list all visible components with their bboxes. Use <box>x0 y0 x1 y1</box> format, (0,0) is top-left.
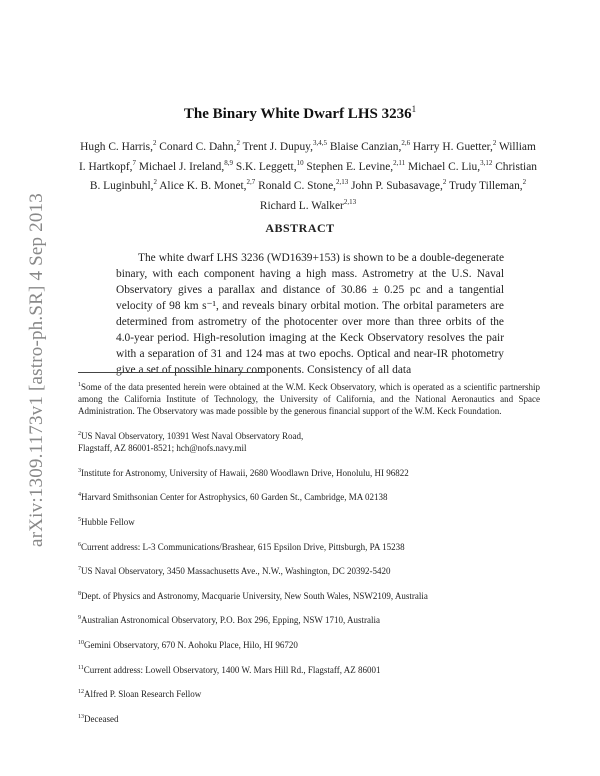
author-affiliation-mark: 2,6 <box>401 139 411 147</box>
author-name: Hugh C. Harris, <box>80 140 153 153</box>
author-affiliation-mark: 2,7 <box>246 178 256 187</box>
author-name: John P. Subasavage, <box>348 179 443 192</box>
footnote-text: Deceased <box>84 713 119 724</box>
footnote <box>78 612 540 626</box>
footnote-number: 13 <box>78 713 84 720</box>
footnote-number: 10 <box>78 639 84 646</box>
author-name: Harry H. Guetter, <box>410 140 493 153</box>
author-affiliation-mark: 2 <box>522 178 527 187</box>
author-name: Trent J. Dupuy, <box>239 140 313 153</box>
footnote-number: 4 <box>78 492 81 499</box>
author-affiliation-mark: 2 <box>152 139 157 147</box>
author-name: Alice K. B. Monet, <box>156 179 247 192</box>
title-footnote-mark: 1 <box>411 104 417 114</box>
arxiv-identifier-text: arXiv:1309.1173v1 [astro-ph.SR] 4 Sep 2013 <box>26 193 47 547</box>
author-name: S.K. Leggett, <box>232 160 297 173</box>
footnote-text: Current address: L-3 Communications/Brashear, 615 Epsilon Drive, Pittsburgh, PA 15238 <box>81 541 405 552</box>
footnote-number: 9 <box>78 615 81 622</box>
author-name: Michael J. Ireland, <box>135 160 225 173</box>
abstract-body: The white dwarf LHS 3236 (WD1639+153) is shown to be a double-degenerate binary, with each component having a high mass. Astrometry at the U.S. Naval Observatory gives a parallax and distance of 30.86 ± 0.25 pc and a tangential velocity of 98 km s⁻¹, and reveals binary orbital motion. The orbital parameters are determined from astrometry of the photocenter over more than three orbits of the 4.0-year period. High-resolution imaging at the Keck Observatory resolves the pair with a separation of 31 and 124 mas at two epochs. Optical and near-IR photometry give a set of possible binary components. Consistency of all data <box>116 252 504 376</box>
author-list <box>78 136 538 214</box>
author-name: Christian B. Luginbuhl, <box>89 160 537 192</box>
footnote <box>78 563 540 577</box>
author-affiliation-mark: 10 <box>296 158 304 167</box>
footnote-list <box>78 379 540 735</box>
author-name: Michael C. Liu, <box>405 160 481 173</box>
footnote-number: 7 <box>78 566 81 573</box>
footnote <box>78 379 540 418</box>
footnote-number: 6 <box>78 541 81 548</box>
abstract-heading: ABSTRACT <box>265 221 335 235</box>
author-name: William I. Hartkopf, <box>79 140 536 173</box>
footnote-text: Hubble Fellow <box>81 516 135 527</box>
footnote-number: 3 <box>78 467 81 474</box>
author-name: Conard C. Dahn, <box>156 140 237 153</box>
footnote-divider <box>78 372 264 373</box>
footnote-text: Alfred P. Sloan Research Fellow <box>84 689 202 700</box>
footnote <box>78 465 540 479</box>
footnote <box>78 588 540 602</box>
footnote-text: Australian Astronomical Observatory, P.O. Box 296, Epping, NSW 1710, Australia <box>81 615 380 626</box>
footnote-number: 2 <box>78 431 81 437</box>
author-affiliation-mark: 2 <box>442 178 447 187</box>
footnote-number: 1 <box>78 382 81 388</box>
author-affiliation-mark: 2,13 <box>335 178 349 187</box>
author-name: Richard L. Walker <box>259 199 344 212</box>
footnote-number: 11 <box>78 664 84 671</box>
footnote-text: Gemini Observatory, 670 N. Aohoku Place, Hilo, HI 96720 <box>84 639 298 650</box>
footnote-text: Institute for Astronomy, University of Hawaii, 2680 Woodlawn Drive, Honolulu, HI 96822 <box>81 467 409 478</box>
author-name: Stephen E. Levine, <box>303 160 394 173</box>
footnote-text: Current address: Lowell Observatory, 1400 W. Mars Hill Rd., Flagstaff, AZ 86001 <box>83 664 381 675</box>
footnote-text: US Naval Observatory, 10391 West Naval Observatory Road, <box>81 431 304 441</box>
footnote-text: US Naval Observatory, 3450 Massachusetts Ave., N.W., Washington, DC 20392-5420 <box>81 566 391 577</box>
author-affiliation-mark: 2 <box>236 139 240 147</box>
footnote-text: Dept. of Physics and Astronomy, Macquarie University, New South Wales, NSW2109, Australia <box>81 590 428 601</box>
author-affiliation-mark: 8,9 <box>224 158 233 167</box>
footnote-number: 8 <box>78 590 81 597</box>
author-affiliation-mark: 3,12 <box>480 158 493 167</box>
footnote-number: 12 <box>78 689 84 696</box>
footnote <box>78 428 540 454</box>
author-affiliation-mark: 2,13 <box>343 197 357 206</box>
author-name: Ronald C. Stone, <box>255 179 336 192</box>
author-affiliation-mark: 3,4,5 <box>312 139 327 147</box>
footnote <box>78 514 540 528</box>
paper-title-text: The Binary White Dwarf LHS 3236 <box>183 106 412 122</box>
footnote-text: Harvard Smithsonian Center for Astrophysics, 60 Garden St., Cambridge, MA 02138 <box>81 492 388 503</box>
author-affiliation-mark: 2 <box>153 178 157 187</box>
footnote <box>78 539 540 553</box>
footnote <box>78 662 540 676</box>
paper-title <box>0 104 600 123</box>
footnote <box>78 637 540 651</box>
author-name: Trudy Tilleman, <box>446 179 523 192</box>
footnote <box>78 686 540 700</box>
footnote-text: Some of the data presented herein were obtained at the W.M. Keck Observatory, which is operated as a scientific partnership among the California Institute of Technology, the University of California, and the National Aeronautics and Space Administration. The Observatory was made possible by the generous financial support of the W.M. Keck Foundation. <box>78 382 540 417</box>
footnote-number: 5 <box>78 516 81 523</box>
footnote <box>78 711 540 725</box>
footnote <box>78 489 540 503</box>
author-name: Blaise Canzian, <box>326 140 402 153</box>
author-affiliation-mark: 7 <box>132 158 136 167</box>
author-affiliation-mark: 2,11 <box>393 158 406 167</box>
author-affiliation-mark: 2 <box>492 139 497 147</box>
footnote-text-continued: Flagstaff, AZ 86001-8521; hch@nofs.navy.mil <box>78 443 247 454</box>
